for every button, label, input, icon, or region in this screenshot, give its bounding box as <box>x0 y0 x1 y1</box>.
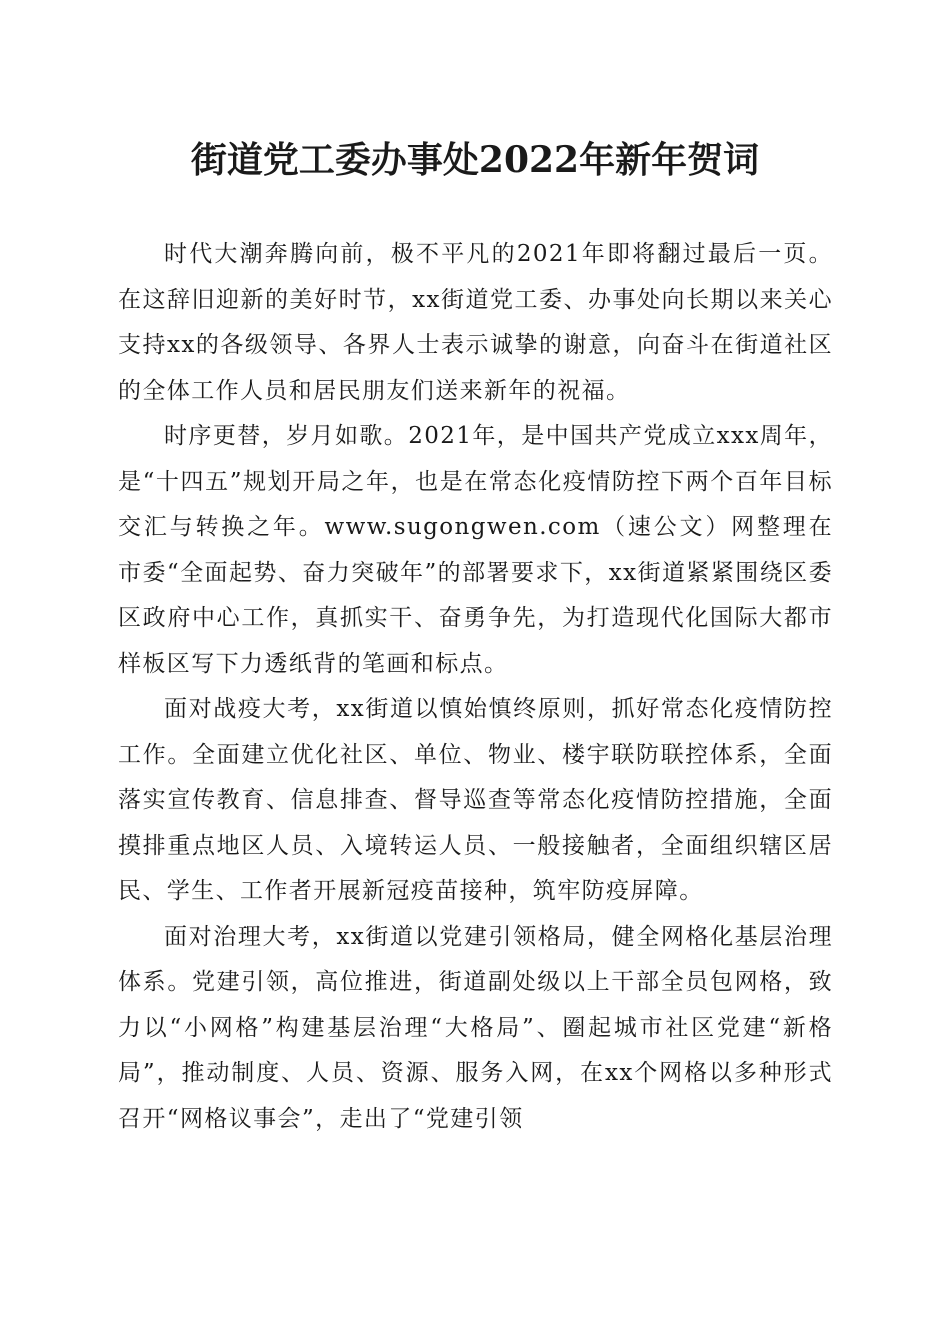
document-body <box>118 232 833 1142</box>
paragraph-2: 时序更替，岁月如歌。2021年，是中国共产党成立xxx周年，是“十四五”规划开局之年，也是在常态化疫情防控下两个百年目标交汇与转换之年。www.sugongwen.com（速公文）网整理在市委“全面起势、奋力突破年”的部署要求下，xx街道紧紧围绕区委区政府中心工作，真抓实干、奋勇争先，为打造现代化国际大都市样板区写下力透纸背的笔画和标点。 <box>118 423 833 677</box>
paragraph-4: 面对治理大考，xx街道以党建引领格局，健全网格化基层治理体系。党建引领，高位推进，街道副处级以上干部全员包网格，致力以“小网格”构建基层治理“大格局”、圈起城市社区党建“新格局”，推动制度、人员、资源、服务入网，在xx个网格以多种形式召开“网格议事会”，走出了“党建引领 <box>118 923 833 1132</box>
paragraph-1: 时代大潮奔腾向前，极不平凡的2021年即将翻过最后一页。在这辞旧迎新的美好时节，xx街道党工委、办事处向长期以来关心支持xx的各级领导、各界人士表示诚挚的谢意，向奋斗在街道社区的全体工作人员和居民朋友们送来新年的祝福。 <box>118 241 833 404</box>
paragraph-3: 面对战疫大考，xx街道以慎始慎终原则，抓好常态化疫情防控工作。全面建立优化社区、单位、物业、楼宇联防联控体系，全面落实宣传教育、信息排查、督导巡查等常态化疫情防控措施，全面摸排重点地区人员、入境转运人员、一般接触者，全面组织辖区居民、学生、工作者开展新冠疫苗接种，筑牢防疫屏障。 <box>118 696 833 904</box>
document-title: 街道党工委办事处2022年新年贺词 <box>190 139 760 181</box>
